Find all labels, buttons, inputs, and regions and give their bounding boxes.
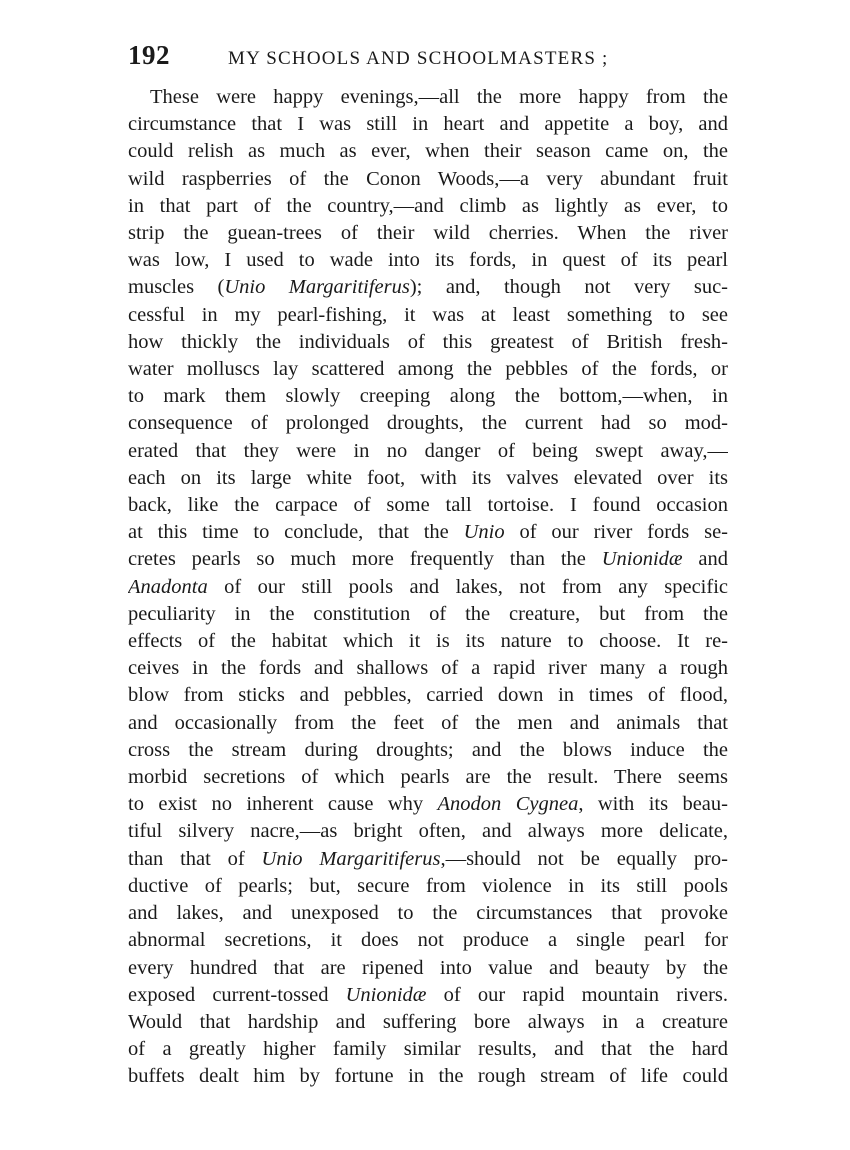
page-header bbox=[128, 38, 728, 78]
text-line: erated that they were in no danger of being swept away,— bbox=[128, 439, 728, 462]
text-line: cessful in my pearl-fishing, it was at least something to see bbox=[128, 303, 728, 326]
text-line: muscles (Unio Margaritiferus); and, though not very suc- bbox=[128, 276, 728, 299]
text-line: and occasionally from the feet of the men and animals that bbox=[128, 711, 728, 734]
text-line: tiful silvery nacre,—as bright often, and always more delicate, bbox=[128, 820, 728, 843]
text-line: than that of Unio Margaritiferus,—should not be equally pro- bbox=[128, 847, 728, 870]
text-line: could relish as much as ever, when their season came on, the bbox=[128, 140, 728, 163]
text-line: to mark them slowly creeping along the bottom,—when, in bbox=[128, 385, 728, 408]
text-line: every hundred that are ripened into value and beauty by the bbox=[128, 956, 728, 979]
text-line: strip the guean-trees of their wild cherries. When the river bbox=[128, 222, 728, 245]
text-line: ductive of pearls; but, secure from violence in its still pools bbox=[128, 874, 728, 897]
text-line: back, like the carpace of some tall tortoise. I found occasion bbox=[128, 494, 728, 517]
body-paragraph bbox=[128, 84, 728, 1091]
running-head: MY SCHOOLS AND SCHOOLMASTERS ; bbox=[228, 48, 609, 69]
page-number: 192 bbox=[128, 40, 170, 70]
text-line: and lakes, and unexposed to the circumstances that provoke bbox=[128, 902, 728, 925]
text-line: effects of the habitat which it is its nature to choose. It re- bbox=[128, 630, 728, 653]
text-line: consequence of prolonged droughts, the current had so mod- bbox=[128, 412, 728, 435]
text-line: wild raspberries of the Conon Woods,—a very abundant fruit bbox=[128, 167, 728, 190]
text-line: at this time to conclude, that the Unio of our river fords se- bbox=[128, 521, 728, 544]
text-line: each on its large white foot, with its valves elevated over its bbox=[128, 466, 728, 489]
text-line: exposed current-tossed Unionidæ of our rapid mountain rivers. bbox=[128, 983, 728, 1006]
text-line: These were happy evenings,—all the more happy from the bbox=[150, 86, 728, 108]
text-line: ceives in the fords and shallows of a rapid river many a rough bbox=[128, 657, 728, 680]
text-line: cretes pearls so much more frequently than the Unionidæ and bbox=[128, 548, 728, 571]
text-line: abnormal secretions, it does not produce a single pearl for bbox=[128, 929, 728, 952]
text-line: to exist no inherent cause why Anodon Cygnea, with its beau- bbox=[128, 793, 728, 816]
text-line: Anadonta of our still pools and lakes, not from any specific bbox=[128, 575, 728, 598]
text-line: circumstance that I was still in heart and appetite a boy, and bbox=[128, 113, 728, 136]
text-line: in that part of the country,—and climb as lightly as ever, to bbox=[128, 194, 728, 217]
text-line: peculiarity in the constitution of the creature, but from the bbox=[128, 602, 728, 625]
text-line: was low, I used to wade into its fords, in quest of its pearl bbox=[128, 249, 728, 272]
text-line: water molluscs lay scattered among the pebbles of the fords, or bbox=[128, 358, 728, 381]
text-line: Would that hardship and suffering bore always in a creature bbox=[128, 1010, 728, 1033]
text-line: morbid secretions of which pearls are the result. There seems bbox=[128, 766, 728, 789]
text-line: of a greatly higher family similar results, and that the hard bbox=[128, 1038, 728, 1061]
text-line: blow from sticks and pebbles, carried down in times of flood, bbox=[128, 684, 728, 707]
text-line: how thickly the individuals of this greatest of British fresh- bbox=[128, 330, 728, 353]
text-line: cross the stream during droughts; and the blows induce the bbox=[128, 738, 728, 761]
book-page bbox=[128, 38, 728, 1091]
text-line: buffets dealt him by fortune in the rough stream of life could bbox=[128, 1065, 728, 1088]
